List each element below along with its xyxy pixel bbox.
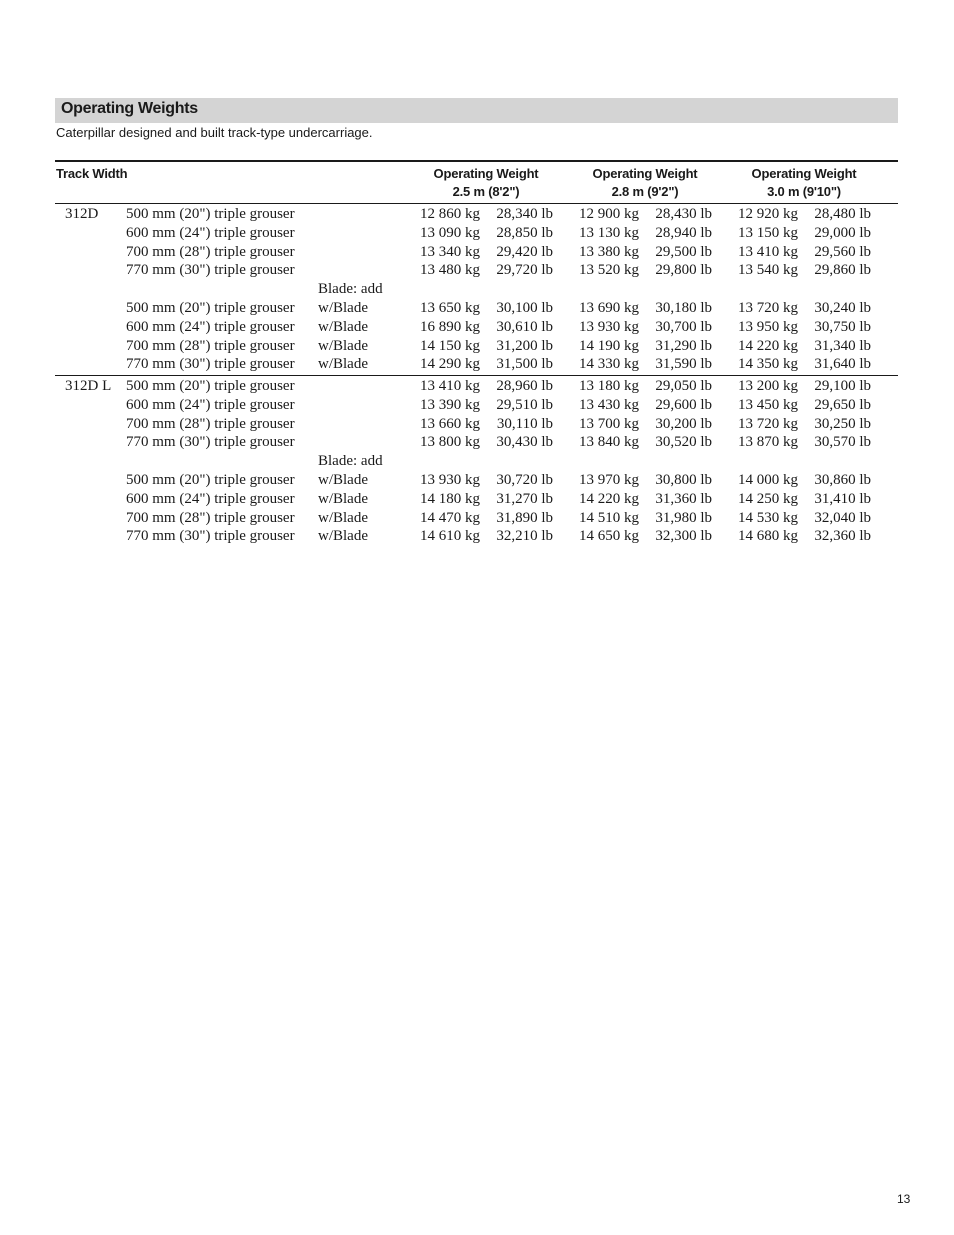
weight-kg-2-8m-cell: 13 520 kg xyxy=(579,262,639,279)
weight-lb-2-8m-cell: 30,700 lb xyxy=(655,318,712,335)
header-weight-2-5m xyxy=(406,165,566,201)
weight-kg-2-5m-cell: 13 090 kg xyxy=(420,224,480,241)
group-divider-rule xyxy=(55,375,898,376)
weight-lb-2-5m-cell: 30,720 lb xyxy=(496,472,553,488)
weight-lb-2-8m-cell: 31,290 lb xyxy=(655,337,712,354)
header-bottom-rule xyxy=(55,203,898,204)
table-top-rule xyxy=(55,160,898,162)
weight-lb-2-8m-cell: 30,180 lb xyxy=(655,300,712,316)
section-header-bar xyxy=(55,98,898,123)
weight-lb-2-8m-cell: 32,300 lb xyxy=(655,528,712,545)
blade-note-cell: w/Blade xyxy=(318,472,368,488)
track-width-cell: 600 mm (24") triple grouser xyxy=(126,396,295,413)
weight-kg-2-8m-cell: 13 380 kg xyxy=(579,243,639,260)
weight-kg-3-0m-cell: 13 870 kg xyxy=(738,434,798,451)
blade-note-cell: Blade: add xyxy=(318,281,383,298)
blade-note-cell: w/Blade xyxy=(318,509,368,526)
weight-kg-3-0m-cell: 13 450 kg xyxy=(738,396,798,413)
weight-lb-3-0m-cell: 29,650 lb xyxy=(814,396,871,413)
weight-lb-3-0m-cell: 30,250 lb xyxy=(814,415,871,432)
weight-lb-2-8m-cell: 31,360 lb xyxy=(655,490,712,507)
weight-kg-2-8m-cell: 13 930 kg xyxy=(579,318,639,335)
blade-note-cell: w/Blade xyxy=(318,356,368,373)
weight-lb-2-5m-cell: 30,110 lb xyxy=(496,415,553,432)
weight-kg-2-5m-cell: 14 470 kg xyxy=(420,509,480,526)
header-weight-3-0m-line1: Operating Weight xyxy=(751,166,857,181)
header-weight-2-8m xyxy=(565,165,725,201)
weight-lb-3-0m-cell: 31,640 lb xyxy=(814,356,871,373)
weight-lb-3-0m-cell: 30,240 lb xyxy=(814,300,871,316)
blade-note-cell: w/Blade xyxy=(318,337,368,354)
track-width-cell: 500 mm (20") triple grouser xyxy=(126,300,295,316)
blade-note-cell: w/Blade xyxy=(318,490,368,507)
weight-kg-3-0m-cell: 13 150 kg xyxy=(738,224,798,241)
weight-kg-2-5m-cell: 12 860 kg xyxy=(420,206,480,222)
weight-lb-2-8m-cell: 29,800 lb xyxy=(655,262,712,279)
weight-lb-2-5m-cell: 29,510 lb xyxy=(496,396,553,413)
weight-lb-2-8m-cell: 31,590 lb xyxy=(655,356,712,373)
weight-kg-2-8m-cell: 13 840 kg xyxy=(579,434,639,451)
weight-lb-2-5m-cell: 30,430 lb xyxy=(496,434,553,451)
weight-kg-3-0m-cell: 13 720 kg xyxy=(738,300,798,316)
weight-kg-2-5m-cell: 13 480 kg xyxy=(420,262,480,279)
weight-lb-3-0m-cell: 30,860 lb xyxy=(814,472,871,488)
weight-lb-3-0m-cell: 29,560 lb xyxy=(814,243,871,260)
header-track-width: Track Width xyxy=(56,166,128,181)
track-width-cell: 770 mm (30") triple grouser xyxy=(126,356,295,373)
weight-kg-2-8m-cell: 13 690 kg xyxy=(579,300,639,316)
weight-lb-2-5m-cell: 32,210 lb xyxy=(496,528,553,545)
weight-kg-2-5m-cell: 13 660 kg xyxy=(420,415,480,432)
weight-kg-2-8m-cell: 14 330 kg xyxy=(579,356,639,373)
weight-lb-3-0m-cell: 29,000 lb xyxy=(814,224,871,241)
weight-kg-3-0m-cell: 14 530 kg xyxy=(738,509,798,526)
weight-kg-2-8m-cell: 13 430 kg xyxy=(579,396,639,413)
weight-lb-2-8m-cell: 28,430 lb xyxy=(655,206,712,222)
header-weight-2-8m-line2: 2.8 m (9'2") xyxy=(611,184,679,199)
weight-lb-2-8m-cell: 29,600 lb xyxy=(655,396,712,413)
weight-kg-2-5m-cell: 13 410 kg xyxy=(420,378,480,394)
weight-kg-2-8m-cell: 12 900 kg xyxy=(579,206,639,222)
weight-kg-2-5m-cell: 13 650 kg xyxy=(420,300,480,316)
weight-lb-2-5m-cell: 30,610 lb xyxy=(496,318,553,335)
weight-kg-2-8m-cell: 13 130 kg xyxy=(579,224,639,241)
weight-lb-2-8m-cell: 31,980 lb xyxy=(655,509,712,526)
track-width-cell: 700 mm (28") triple grouser xyxy=(126,337,295,354)
weight-lb-2-8m-cell: 30,800 lb xyxy=(655,472,712,488)
weight-kg-2-5m-cell: 16 890 kg xyxy=(420,318,480,335)
header-weight-2-5m-line2: 2.5 m (8'2") xyxy=(452,184,520,199)
weight-kg-2-8m-cell: 14 190 kg xyxy=(579,337,639,354)
weight-lb-2-8m-cell: 30,520 lb xyxy=(655,434,712,451)
model-label: 312D xyxy=(65,206,99,222)
weight-kg-2-8m-cell: 14 220 kg xyxy=(579,490,639,507)
track-width-cell: 770 mm (30") triple grouser xyxy=(126,262,295,279)
weight-lb-2-5m-cell: 28,850 lb xyxy=(496,224,553,241)
model-label: 312D L xyxy=(65,378,112,394)
weight-lb-2-8m-cell: 29,050 lb xyxy=(655,378,712,394)
weight-kg-2-5m-cell: 14 180 kg xyxy=(420,490,480,507)
weight-lb-2-5m-cell: 31,200 lb xyxy=(496,337,553,354)
track-width-cell: 770 mm (30") triple grouser xyxy=(126,434,295,451)
weight-kg-2-5m-cell: 13 390 kg xyxy=(420,396,480,413)
weight-lb-3-0m-cell: 28,480 lb xyxy=(814,206,871,222)
weight-kg-3-0m-cell: 13 200 kg xyxy=(738,378,798,394)
track-width-cell: 600 mm (24") triple grouser xyxy=(126,224,295,241)
weight-lb-2-8m-cell: 29,500 lb xyxy=(655,243,712,260)
weight-lb-3-0m-cell: 32,360 lb xyxy=(814,528,871,545)
blade-note-cell: Blade: add xyxy=(318,453,383,470)
weight-kg-2-8m-cell: 14 650 kg xyxy=(579,528,639,545)
weight-lb-2-5m-cell: 31,500 lb xyxy=(496,356,553,373)
track-width-cell: 700 mm (28") triple grouser xyxy=(126,509,295,526)
weight-lb-2-8m-cell: 28,940 lb xyxy=(655,224,712,241)
weight-kg-2-8m-cell: 13 700 kg xyxy=(579,415,639,432)
weight-lb-3-0m-cell: 32,040 lb xyxy=(814,509,871,526)
weight-kg-2-5m-cell: 13 800 kg xyxy=(420,434,480,451)
track-width-cell: 700 mm (28") triple grouser xyxy=(126,415,295,432)
weight-kg-3-0m-cell: 14 250 kg xyxy=(738,490,798,507)
weight-kg-3-0m-cell: 13 950 kg xyxy=(738,318,798,335)
track-width-cell: 500 mm (20") triple grouser xyxy=(126,472,295,488)
weight-kg-3-0m-cell: 13 410 kg xyxy=(738,243,798,260)
track-width-cell: 500 mm (20") triple grouser xyxy=(126,378,295,394)
track-width-cell: 500 mm (20") triple grouser xyxy=(126,206,295,222)
weight-lb-2-5m-cell: 31,270 lb xyxy=(496,490,553,507)
weight-lb-2-5m-cell: 28,960 lb xyxy=(496,378,553,394)
weight-kg-2-5m-cell: 13 930 kg xyxy=(420,472,480,488)
weight-kg-3-0m-cell: 13 540 kg xyxy=(738,262,798,279)
weight-lb-2-5m-cell: 29,420 lb xyxy=(496,243,553,260)
weight-kg-2-8m-cell: 13 970 kg xyxy=(579,472,639,488)
weight-kg-3-0m-cell: 14 000 kg xyxy=(738,472,798,488)
weight-lb-3-0m-cell: 30,750 lb xyxy=(814,318,871,335)
track-width-cell: 770 mm (30") triple grouser xyxy=(126,528,295,545)
track-width-cell: 700 mm (28") triple grouser xyxy=(126,243,295,260)
blade-note-cell: w/Blade xyxy=(318,318,368,335)
blade-note-cell: w/Blade xyxy=(318,300,368,316)
weight-lb-3-0m-cell: 30,570 lb xyxy=(814,434,871,451)
weight-lb-2-5m-cell: 30,100 lb xyxy=(496,300,553,316)
weight-lb-3-0m-cell: 31,410 lb xyxy=(814,490,871,507)
weight-kg-3-0m-cell: 13 720 kg xyxy=(738,415,798,432)
weight-kg-2-8m-cell: 14 510 kg xyxy=(579,509,639,526)
weight-lb-3-0m-cell: 29,100 lb xyxy=(814,378,871,394)
weight-kg-2-8m-cell: 13 180 kg xyxy=(579,378,639,394)
weight-kg-2-5m-cell: 14 150 kg xyxy=(420,337,480,354)
header-weight-3-0m xyxy=(724,165,884,201)
weight-lb-3-0m-cell: 31,340 lb xyxy=(814,337,871,354)
weight-kg-2-5m-cell: 13 340 kg xyxy=(420,243,480,260)
weight-kg-2-5m-cell: 14 610 kg xyxy=(420,528,480,545)
header-weight-3-0m-line2: 3.0 m (9'10") xyxy=(767,184,841,199)
weight-kg-3-0m-cell: 14 350 kg xyxy=(738,356,798,373)
weight-lb-2-5m-cell: 28,340 lb xyxy=(496,206,553,222)
weight-lb-2-5m-cell: 29,720 lb xyxy=(496,262,553,279)
weight-lb-2-5m-cell: 31,890 lb xyxy=(496,509,553,526)
weight-lb-2-8m-cell: 30,200 lb xyxy=(655,415,712,432)
weight-kg-3-0m-cell: 14 680 kg xyxy=(738,528,798,545)
section-subtitle: Caterpillar designed and built track-type undercarriage. xyxy=(56,125,373,140)
track-width-cell: 600 mm (24") triple grouser xyxy=(126,318,295,335)
weight-kg-2-5m-cell: 14 290 kg xyxy=(420,356,480,373)
blade-note-cell: w/Blade xyxy=(318,528,368,545)
section-title: Operating Weights xyxy=(61,100,198,117)
track-width-cell: 600 mm (24") triple grouser xyxy=(126,490,295,507)
weight-kg-3-0m-cell: 14 220 kg xyxy=(738,337,798,354)
weight-lb-3-0m-cell: 29,860 lb xyxy=(814,262,871,279)
header-weight-2-5m-line1: Operating Weight xyxy=(433,166,539,181)
weight-kg-3-0m-cell: 12 920 kg xyxy=(738,206,798,222)
header-weight-2-8m-line1: Operating Weight xyxy=(592,166,698,181)
page-number: 13 xyxy=(897,1192,911,1206)
